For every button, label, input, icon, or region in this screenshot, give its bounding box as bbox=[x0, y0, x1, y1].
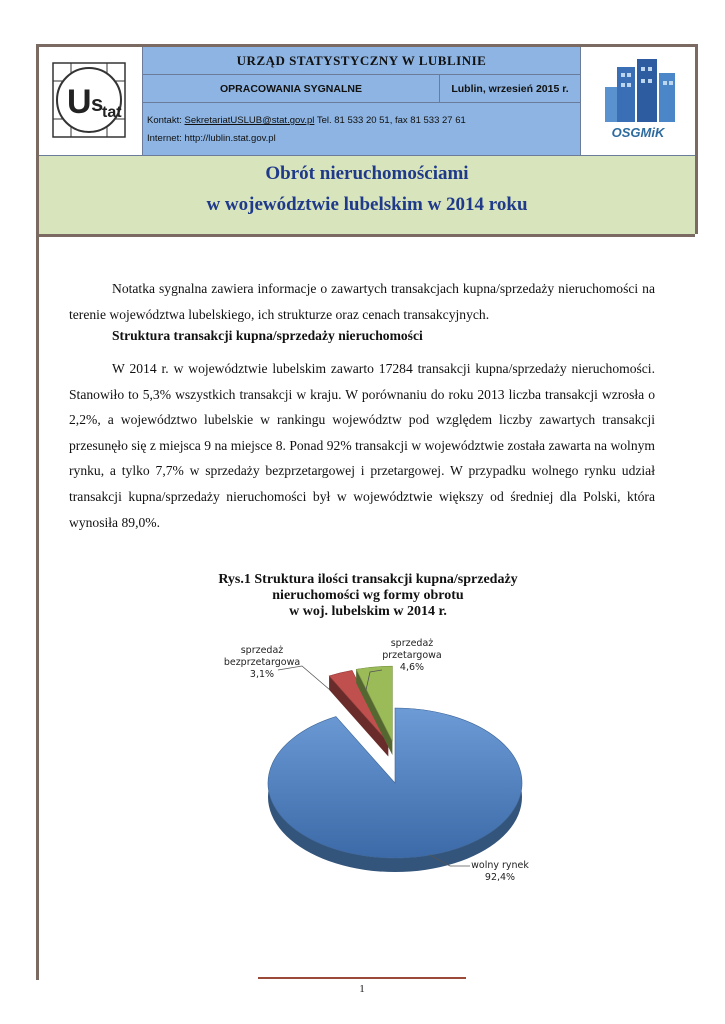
label-przetargowa bbox=[372, 638, 452, 674]
label-line: bezprzetargowa bbox=[223, 657, 301, 668]
footer-line bbox=[258, 977, 466, 979]
phone-fax: Tel. 81 533 20 51, fax 81 533 27 61 bbox=[316, 115, 466, 126]
chart-title-line: Rys.1 Struktura ilości transakcji kupna/sprzedaży bbox=[218, 572, 518, 587]
svg-text:U: U bbox=[67, 83, 92, 121]
label-line: 4,6% bbox=[399, 662, 425, 673]
contact-label: Kontakt: bbox=[147, 115, 182, 126]
svg-text:OSGMiK: OSGMiK bbox=[611, 125, 665, 140]
slice-wolny-rynek-top bbox=[268, 708, 522, 858]
label-line: wolny rynek bbox=[471, 860, 529, 871]
label-bezprzetargowa bbox=[222, 645, 302, 681]
chart-title-line: w woj. lubelskim w 2014 r. bbox=[289, 604, 447, 619]
page-number: 1 bbox=[359, 983, 365, 995]
document-title-line1: Obrót nieruchomościami bbox=[265, 163, 469, 184]
slice-wolny-rynek bbox=[268, 708, 522, 872]
internet-link[interactable]: Internet: http://lublin.stat.gov.pl bbox=[147, 133, 276, 144]
publication-date: Lublin, wrzesień 2015 r. bbox=[440, 75, 580, 103]
document-title-line2: w województwie lubelskim w 2014 roku bbox=[206, 194, 528, 215]
label-line: 3,1% bbox=[249, 669, 275, 680]
label-line: sprzedaż bbox=[240, 645, 284, 656]
series-name: OPRACOWANIA SYGNALNE bbox=[143, 75, 440, 103]
email-link[interactable]: SekretariatUSLUB@stat.gov.pl bbox=[184, 115, 315, 126]
label-wolny-rynek bbox=[460, 860, 540, 884]
svg-text:tat: tat bbox=[102, 104, 122, 121]
intro-text: Notatka sygnalna zawiera informacje o zawartych transakcjach kupna/sprzedaży nieruchomości na terenie województwa lubelskiego, ich strukturze oraz cenach transakcyjnych. bbox=[69, 281, 655, 322]
chart-title-line: nieruchomości wg formy obrotu bbox=[272, 588, 464, 603]
structure-text: W 2014 r. w województwie lubelskim zawarto 17284 transakcji kupna/sprzedaży nieruchomości. Stanowiło to 5,3% wszystkich transakcji w kraju. W porównaniu do roku 2013 liczba transakcji wzrosła o 2,2%, a województwo lubelskie w rankingu województw pod względem liczby zawartych transakcji przesunęło się z miejsca 9 na miejsce 8. Ponad 92% transakcji w województwie została zawarta na wolnym rynku, a tylko 7,7% w sprzedaży bezprzetargowej i przetargowej. W przypadku wolnego rynku udział transakcji kupna/sprzedaży nieruchomości był w województwie większy od średniej dla Polski, która wynosiła 89,0%. bbox=[69, 361, 655, 530]
office-name: URZĄD STATYSTYCZNY W LUBLINIE bbox=[143, 47, 580, 75]
svg-text:s: s bbox=[91, 91, 104, 116]
section-heading: Struktura transakcji kupna/sprzedaży nieruchomości bbox=[112, 328, 423, 343]
label-line: przetargowa bbox=[382, 650, 442, 661]
label-line: sprzedaż bbox=[390, 638, 434, 649]
label-line: 92,4% bbox=[484, 872, 516, 883]
